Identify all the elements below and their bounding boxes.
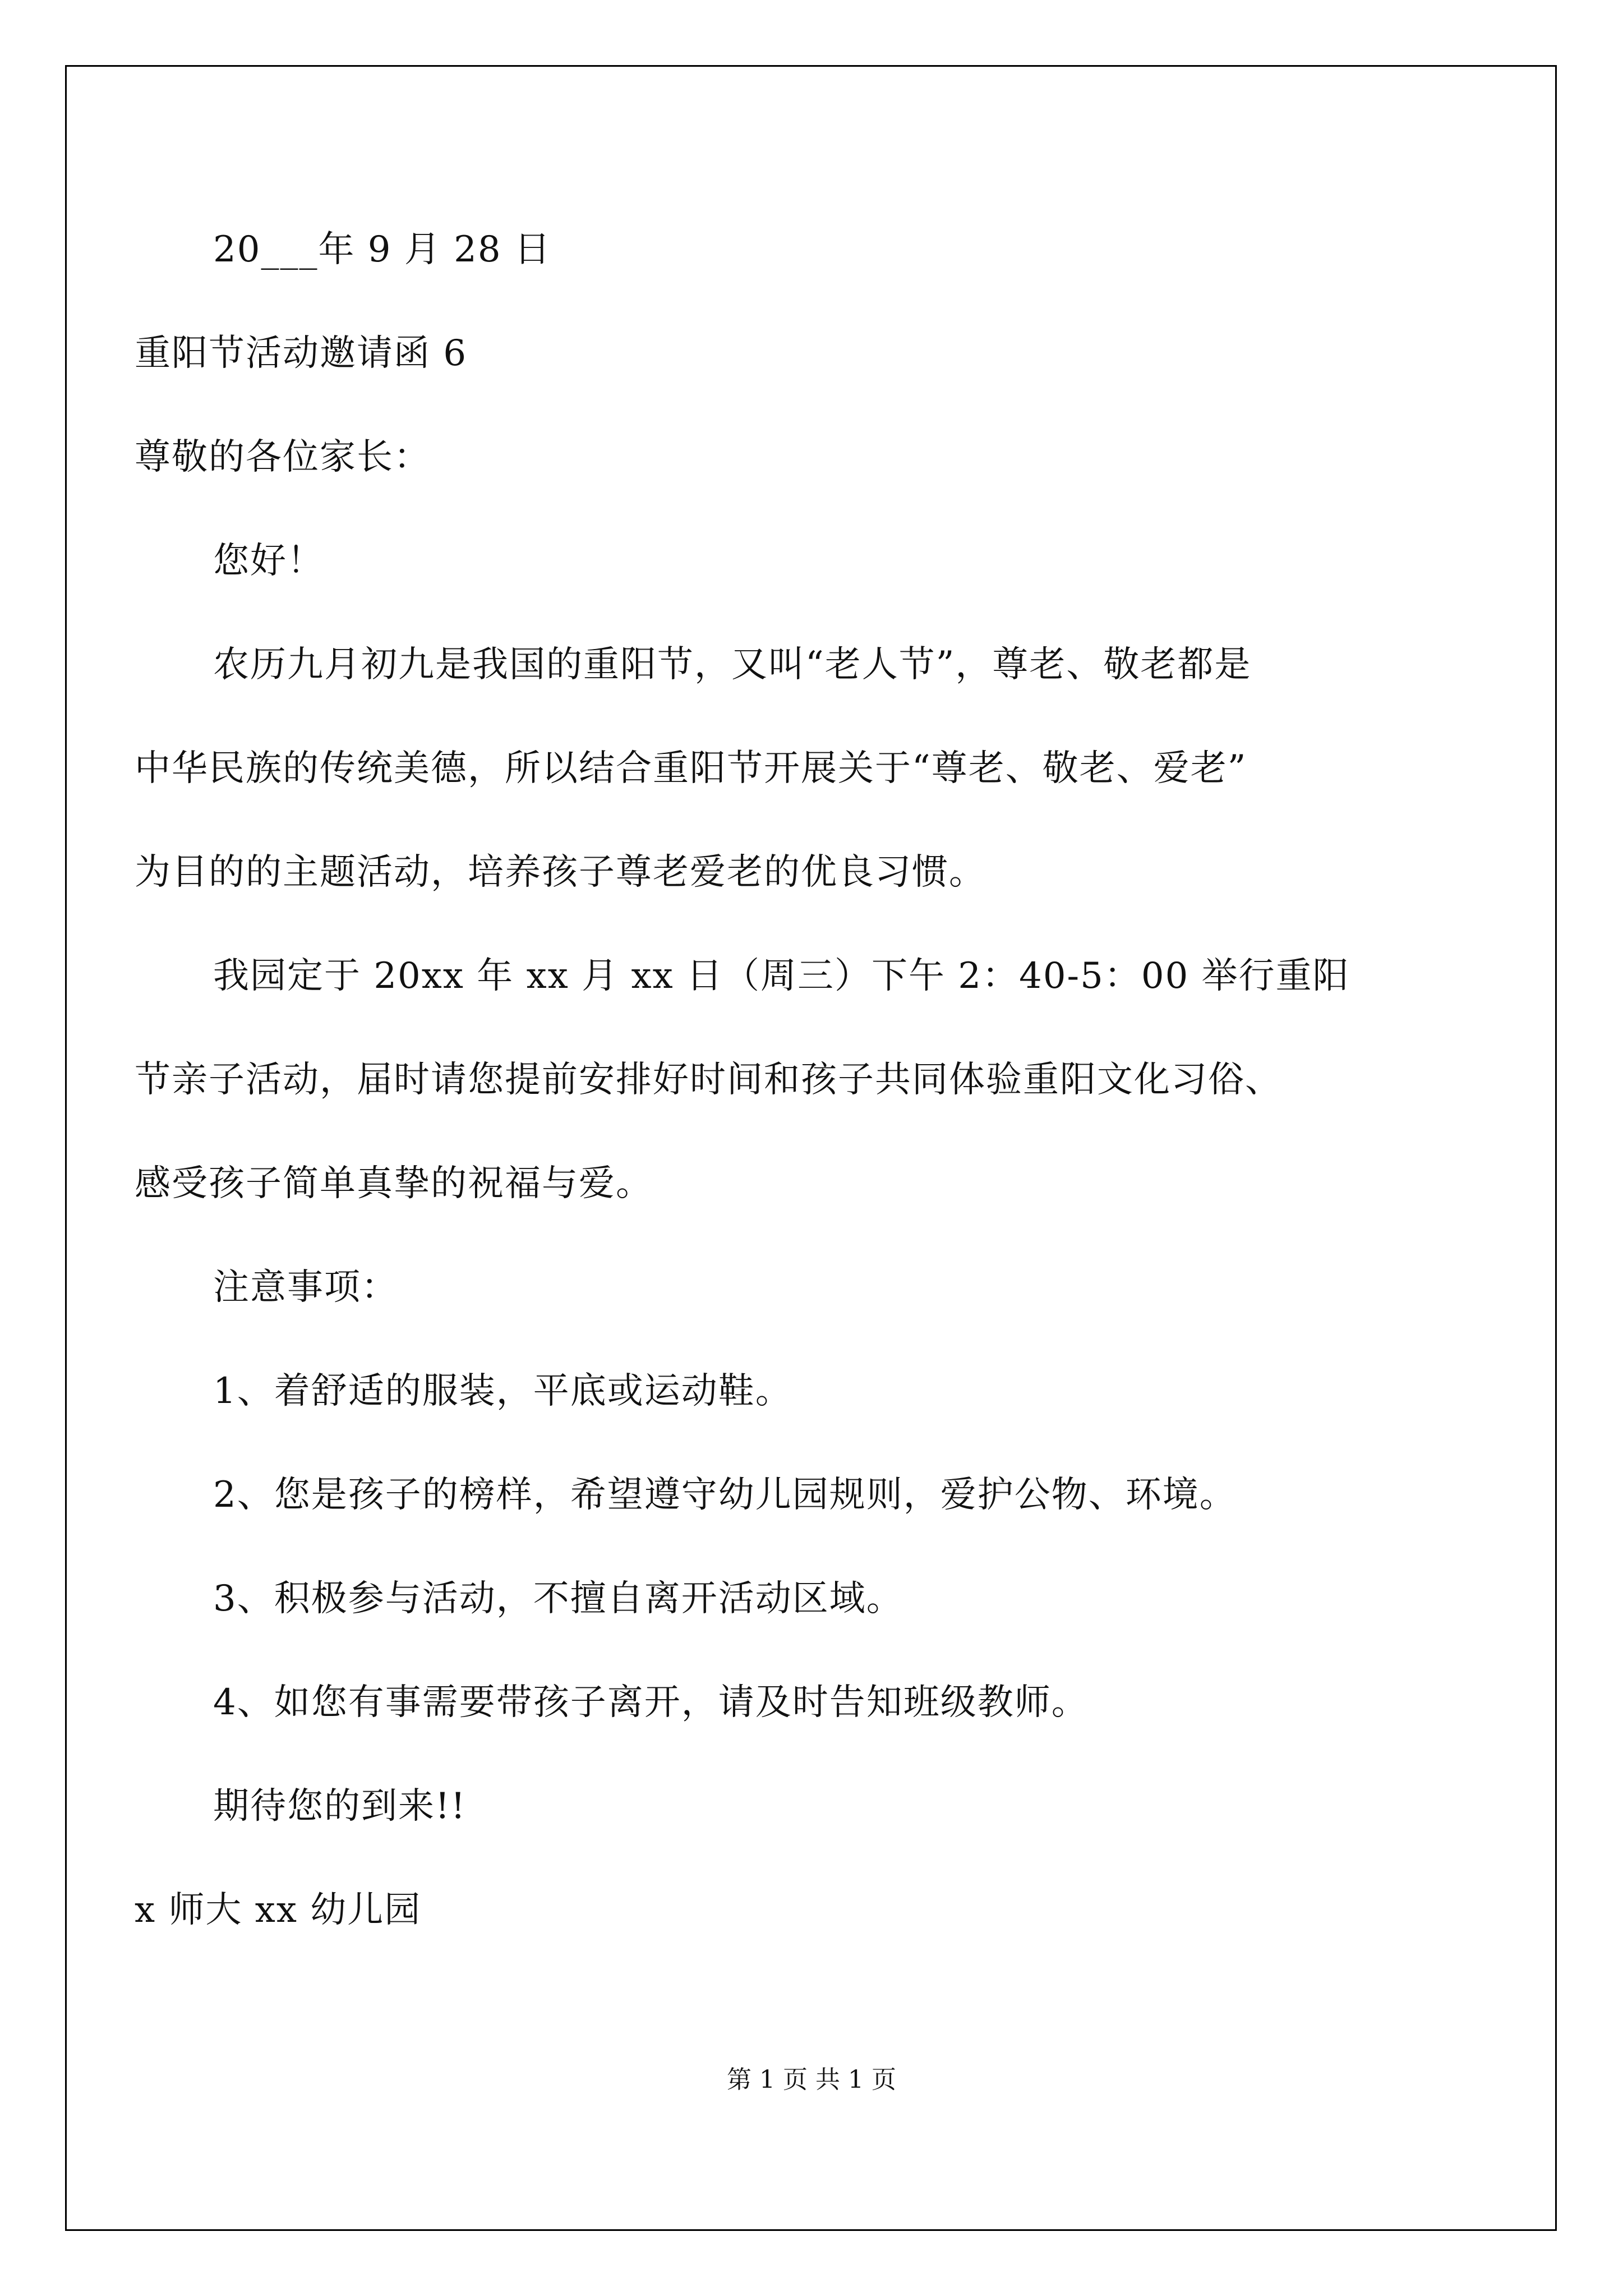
note-item-3: 3、积极参与活动，不擅自离开活动区域。: [213, 1578, 903, 1619]
paragraph-1-line-3: 为目的的主题活动，培养孩子尊老爱老的优良习惯。: [135, 852, 986, 893]
letter-title: 重阳节活动邀请函 6: [135, 333, 468, 374]
signature: x 师大 xx 幼儿园: [135, 1889, 422, 1931]
closing-line: 期待您的到来!!: [213, 1786, 467, 1827]
note-item-4: 4、如您有事需要带孩子离开，请及时告知班级教师。: [213, 1682, 1089, 1723]
salutation: 尊敬的各位家长：: [135, 436, 431, 478]
paragraph-1-line-2: 中华民族的传统美德，所以结合重阳节开展关于“尊老、敬老、爱老”: [135, 748, 1247, 789]
page-number-footer: 第 1 页 共 1 页: [727, 2065, 896, 2094]
paragraph-2-line-3: 感受孩子简单真挚的祝福与爱。: [135, 1163, 653, 1204]
note-item-2: 2、您是孩子的榜样，希望遵守幼儿园规则，爱护公物、环境。: [213, 1474, 1237, 1516]
paragraph-1-line-1: 农历九月初九是我国的重阳节，又叫“老人节”，尊老、敬老都是: [213, 644, 1252, 685]
notes-heading: 注意事项：: [213, 1267, 398, 1308]
greeting: 您好！: [213, 540, 324, 582]
note-item-1: 1、着舒适的服装，平底或运动鞋。: [213, 1370, 792, 1412]
paragraph-2-line-1: 我园定于 20xx 年 xx 月 xx 日（周三）下午 2：40-5：00 举行重阳: [213, 955, 1350, 997]
paragraph-2-line-2: 节亲子活动，届时请您提前安排好时间和孩子共同体验重阳文化习俗、: [135, 1059, 1282, 1101]
date-line: 20___年 9 月 28 日: [213, 229, 551, 270]
